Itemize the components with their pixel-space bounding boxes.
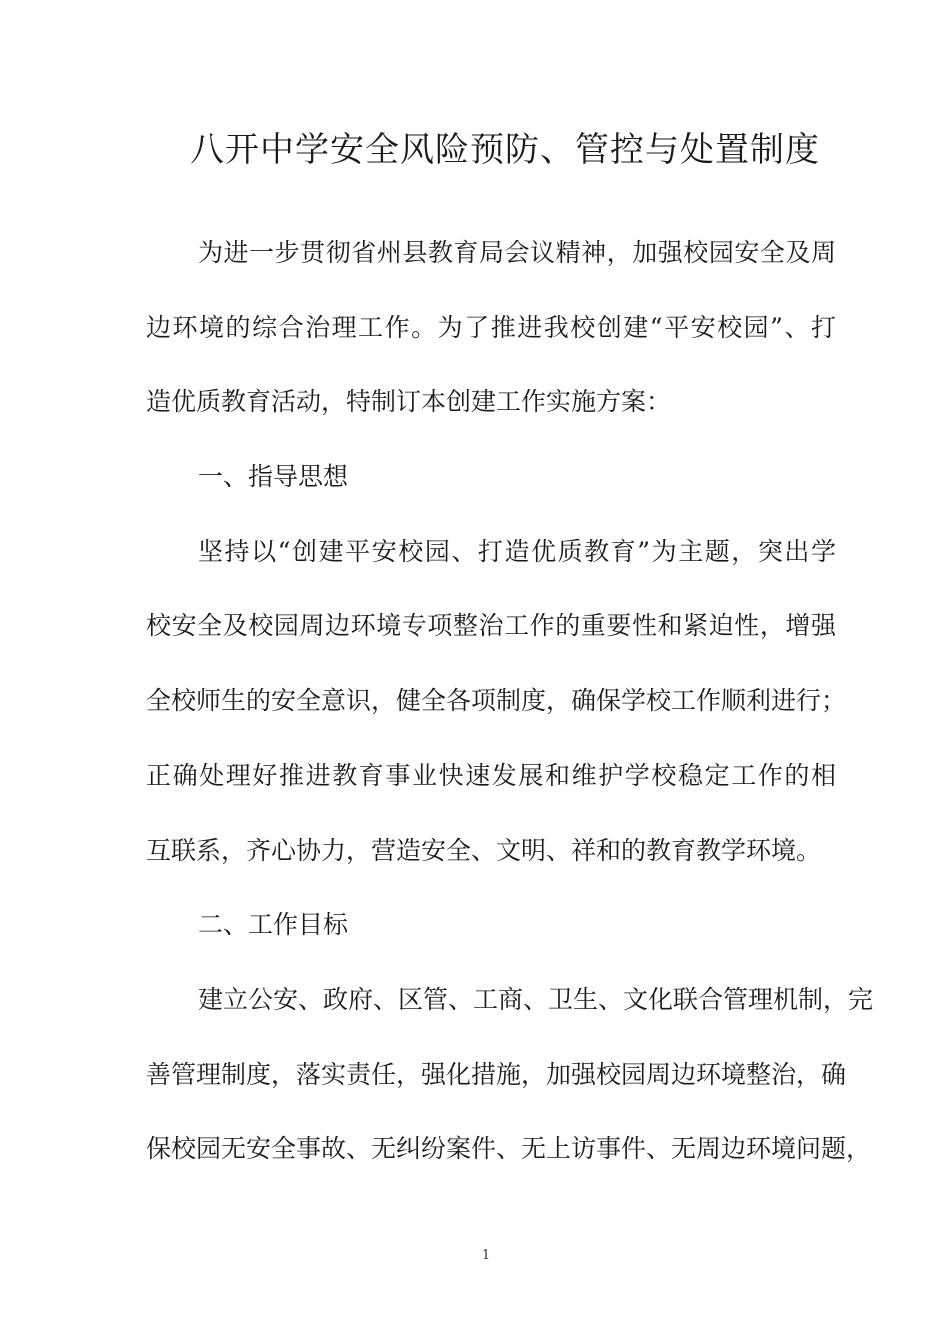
section-heading-work-goals [146, 900, 836, 975]
text-line: 全校师生的安全意识，健全各项制度，确保学校工作顺利进行； [146, 686, 847, 716]
paragraph-work-goals [146, 975, 874, 1199]
text-line: 建立公安、政府、区管、工商、卫生、文化联合管理机制，完 [198, 984, 874, 1014]
text-line: 保校园无安全事故、无纠纷案件、无上访事件、无周边环境问题， [146, 1134, 872, 1164]
document-body [146, 228, 874, 1199]
document-title: 八开中学安全风险预防、管控与处置制度 [190, 130, 820, 170]
section-heading-guiding-thought [146, 452, 836, 527]
text-line: 善管理制度，落实责任，强化措施，加强校园周边环境整治，确 [146, 1059, 847, 1089]
text-line: 边环境的综合治理工作。为了推进我校创建“平安校园”、打 [146, 312, 836, 342]
section-heading: 二、工作目标 [198, 910, 349, 940]
text-line: 为进一步贯彻省州县教育局会议精神，加强校园安全及周 [198, 238, 836, 267]
page-number: 1 [481, 1248, 491, 1263]
text-line: 正确处理好推进教育事业快速发展和维护学校稳定工作的相 [146, 760, 836, 790]
text-line: 坚持以“创建平安校园、打造优质教育”为主题，突出学 [198, 536, 836, 566]
text-line: 造优质教育活动，特制订本创建工作实施方案： [146, 387, 672, 417]
text-line: 校安全及校园周边环境专项整治工作的重要性和紧迫性，增强 [146, 611, 836, 641]
paragraph-intro [146, 228, 836, 452]
section-heading: 一、指导思想 [198, 462, 349, 492]
text-line: 互联系，齐心协力，营造安全、文明、祥和的教育教学环境。 [146, 835, 822, 865]
paragraph-guiding-thought [146, 527, 847, 900]
